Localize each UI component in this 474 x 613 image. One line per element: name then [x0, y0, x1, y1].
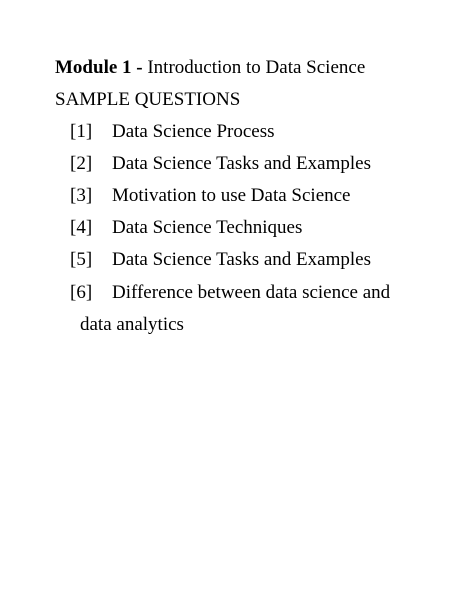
question-text: Data Science Process [112, 121, 275, 142]
question-text: Data Science Tasks and Examples [112, 249, 371, 270]
question-text: Data Science Techniques [112, 217, 303, 238]
question-text: Data Science Tasks and Examples [112, 153, 371, 174]
question-item [0, 120, 474, 144]
question-6-continuation: data analytics [80, 314, 184, 335]
question-number: [1] [70, 121, 93, 142]
question-number: [6] [70, 282, 93, 303]
question-item [0, 216, 474, 240]
module-heading [55, 56, 365, 80]
question-text: Difference between data science and [112, 282, 391, 303]
question-item [0, 184, 474, 208]
question-item [0, 152, 474, 176]
question-text: Motivation to use Data Science [112, 185, 351, 206]
question-item [0, 281, 474, 305]
question-number: [5] [70, 249, 93, 270]
module-title: Introduction to Data Science [147, 57, 366, 78]
question-item [0, 248, 474, 272]
sample-questions-heading: SAMPLE QUESTIONS [55, 89, 241, 110]
question-number: [3] [70, 185, 93, 206]
question-number: [4] [70, 217, 93, 238]
module-label: Module 1 - [55, 57, 143, 78]
question-number: [2] [70, 153, 93, 174]
